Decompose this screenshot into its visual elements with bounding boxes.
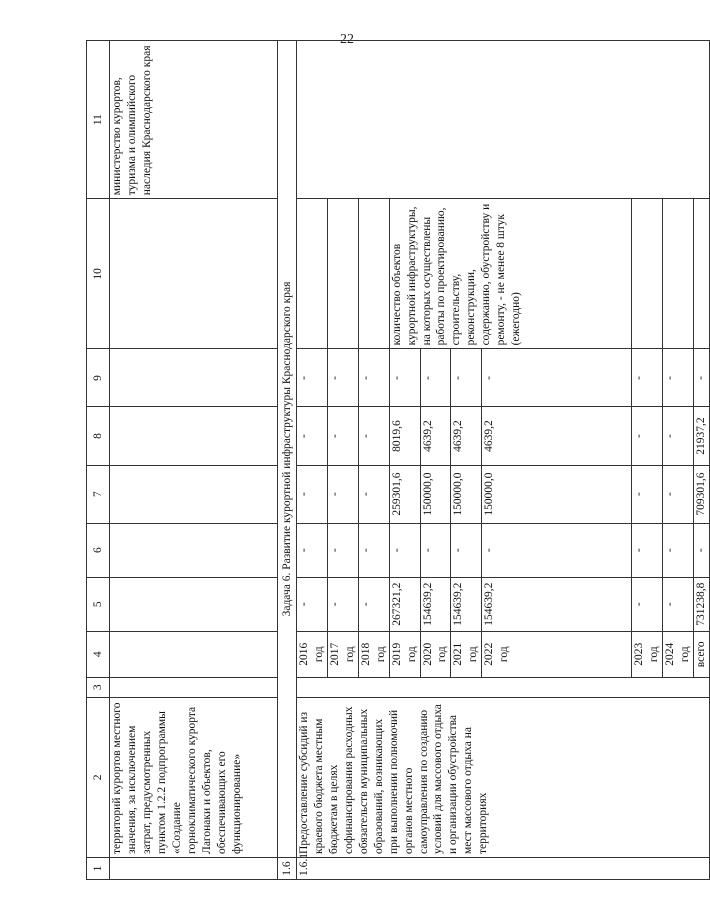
header-cell: 8	[87, 407, 110, 465]
continuation-text: территорий курортов местного значения, за исключением затрат, предусмотренных пунктом 1.2.2 подпрограммы «Создание горноклиматического курорта Лагонаки и объектов, обеспечивающих его функционирование»	[110, 697, 278, 857]
page-number: 22	[340, 32, 354, 47]
header-cell: 9	[87, 349, 110, 407]
header-cell: 7	[87, 465, 110, 523]
task-number: 1.6	[278, 857, 297, 879]
value-cell: -	[451, 523, 482, 577]
cell-empty	[110, 407, 278, 465]
cell-empty	[297, 199, 328, 349]
year-cell: 2019 год	[389, 631, 420, 677]
value-cell: 150000,0	[420, 465, 451, 523]
header-cell: 11	[87, 41, 110, 199]
value-cell: 4639,2	[451, 407, 482, 465]
cell-empty	[110, 523, 278, 577]
value-cell: 21937,2	[694, 407, 710, 465]
value-cell: -	[420, 523, 451, 577]
value-cell: 731238,8	[694, 577, 710, 631]
year-cell: 2016 год	[297, 631, 328, 677]
cell-empty	[110, 349, 278, 407]
year-cell: 2024 год	[663, 631, 694, 677]
value-cell: -	[632, 407, 663, 465]
value-cell: -	[358, 577, 389, 631]
year-cell: 2020 год	[420, 631, 451, 677]
program-table	[86, 40, 707, 880]
value-cell: -	[663, 407, 694, 465]
task-row	[278, 41, 297, 880]
value-cell: -	[327, 523, 358, 577]
header-cell: 6	[87, 523, 110, 577]
value-cell: -	[482, 523, 632, 577]
header-cell: 10	[87, 199, 110, 349]
value-cell: 259301,6	[389, 465, 420, 523]
value-cell: 709301,6	[694, 465, 710, 523]
value-cell: -	[663, 577, 694, 631]
year-cell: 2018 год	[358, 631, 389, 677]
cell-empty	[694, 199, 710, 349]
value-cell: -	[482, 349, 632, 407]
cell-empty	[297, 677, 710, 697]
value-cell: 150000,0	[451, 465, 482, 523]
value-cell: 4639,2	[420, 407, 451, 465]
header-cell: 2	[87, 697, 110, 857]
value-cell: -	[327, 407, 358, 465]
value-cell: -	[663, 349, 694, 407]
year-cell: 2022 год	[482, 631, 632, 677]
header-cell: 3	[87, 677, 110, 697]
cell-empty	[110, 199, 278, 349]
cell-empty	[327, 199, 358, 349]
measures-table	[86, 40, 710, 880]
value-cell: -	[389, 349, 420, 407]
value-cell: -	[663, 523, 694, 577]
value-cell: -	[451, 349, 482, 407]
value-cell: 267321,2	[389, 577, 420, 631]
header-cell: 4	[87, 631, 110, 677]
value-cell: -	[358, 349, 389, 407]
value-cell: -	[389, 523, 420, 577]
value-cell: -	[297, 349, 328, 407]
header-row	[87, 41, 110, 880]
value-cell: -	[327, 465, 358, 523]
year-cell: 2021 год	[451, 631, 482, 677]
value-cell: 150000,0	[482, 465, 632, 523]
value-cell: -	[663, 465, 694, 523]
cell-empty	[663, 199, 694, 349]
value-cell: -	[327, 349, 358, 407]
value-cell: -	[358, 407, 389, 465]
value-cell: -	[297, 407, 328, 465]
value-cell: 154639,2	[420, 577, 451, 631]
value-cell: -	[694, 523, 710, 577]
value-cell: -	[358, 465, 389, 523]
value-cell: -	[632, 465, 663, 523]
value-cell: -	[327, 577, 358, 631]
value-cell: -	[632, 523, 663, 577]
value-cell: -	[420, 349, 451, 407]
task-title: Задача 6. Развитие курортной инфраструктуры Краснодарского края	[278, 41, 297, 858]
value-cell: -	[297, 465, 328, 523]
item-number: 1.6.1	[297, 857, 710, 879]
year-cell: всего	[694, 631, 710, 677]
year-row	[297, 41, 328, 880]
cell-empty	[110, 631, 278, 677]
cell-empty	[110, 465, 278, 523]
value-cell: -	[358, 523, 389, 577]
value-cell: -	[694, 349, 710, 407]
cell-empty	[110, 677, 278, 697]
cell-empty	[110, 857, 278, 879]
value-cell: -	[632, 577, 663, 631]
value-cell: 8019,6	[389, 407, 420, 465]
indicator-text: количество объектов курортной инфраструктуры, на которых осуществлены работы по проектированию, строительству, реконструкции, содержанию, обустройству и ремонту, - не менее 8 штук (ежегодно)	[389, 199, 632, 349]
item-text: Предоставление субсидий из краевого бюджета местным бюджетам в целях софинансирования расходных обязательств муниципальных образований, возникающих при выполнении полномочий органов местного самоуправления по созданию условий для массового отдыха и организации обустройства мест массового отдыха на территориях	[297, 697, 710, 857]
cell-empty	[358, 199, 389, 349]
value-cell: 154639,2	[482, 577, 632, 631]
value-cell: -	[632, 349, 663, 407]
header-cell: 5	[87, 577, 110, 631]
cell-empty	[632, 199, 663, 349]
year-cell: 2017 год	[327, 631, 358, 677]
value-cell: -	[297, 577, 328, 631]
cell-empty	[110, 577, 278, 631]
cell-empty	[297, 41, 710, 199]
continuation-row	[110, 41, 278, 880]
value-cell: 4639,2	[482, 407, 632, 465]
header-cell: 1	[87, 857, 110, 879]
year-cell: 2023 год	[632, 631, 663, 677]
continuation-responsible: министерство курортов, туризма и олимпийского наследия Краснодарского края	[110, 41, 278, 199]
value-cell: 154639,2	[451, 577, 482, 631]
value-cell: -	[297, 523, 328, 577]
